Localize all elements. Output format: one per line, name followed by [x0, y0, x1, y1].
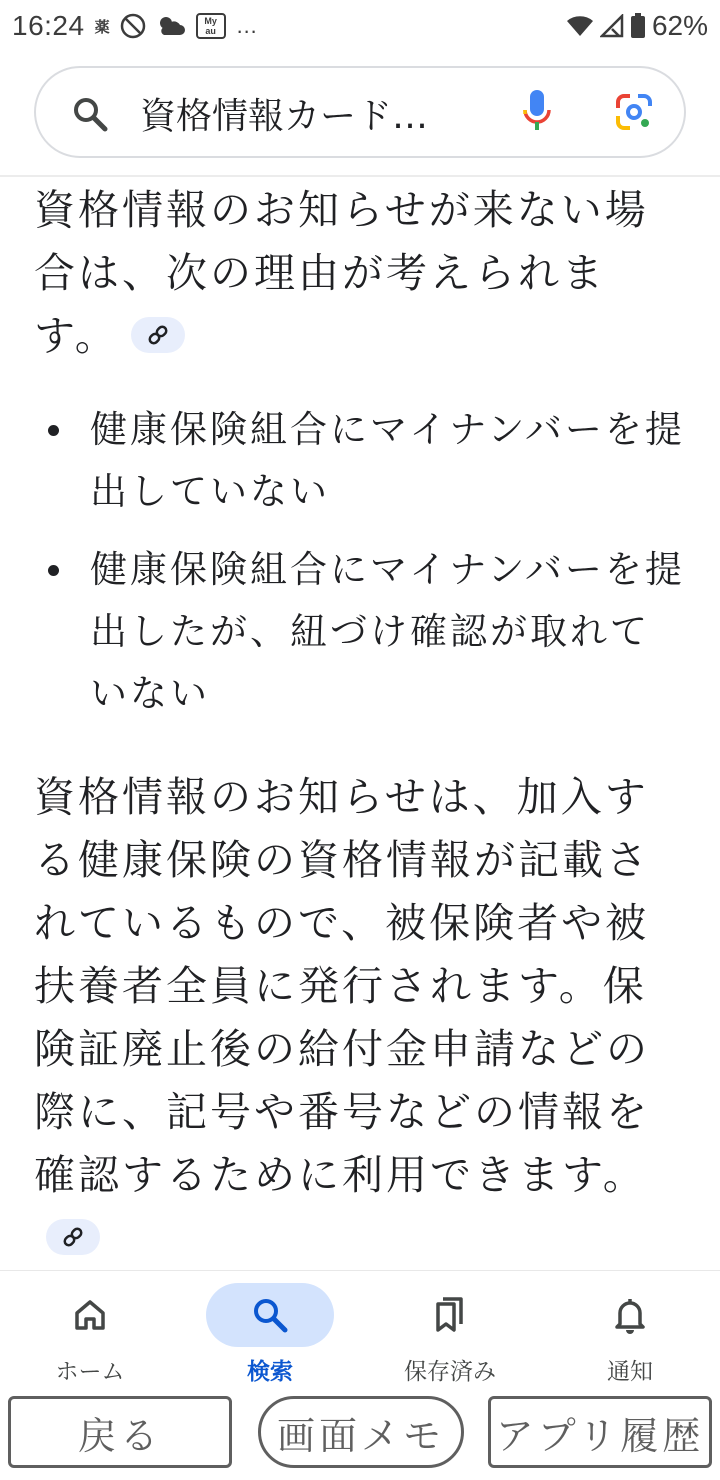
search-input[interactable]: 資格情報カード… — [140, 96, 429, 137]
nav-saved-pill[interactable] — [386, 1283, 514, 1347]
search-header — [0, 52, 720, 176]
my-au-top: My — [204, 16, 217, 26]
my-au-bottom: au — [205, 26, 216, 36]
nav-home-label: ホーム — [55, 1359, 125, 1385]
weather-icon — [156, 13, 186, 39]
screen-memo-button[interactable]: 画面メモ — [258, 1396, 464, 1468]
app-history-button[interactable]: アプリ履歴 — [488, 1396, 712, 1468]
source-link-chip[interactable] — [131, 317, 185, 353]
wifi-icon — [566, 15, 594, 37]
lens-icon[interactable] — [614, 92, 654, 136]
answer-paragraph-2 — [34, 766, 688, 1270]
list-item-text: 健康保険組合にマイナンバーを提出していない — [90, 408, 685, 513]
back-button[interactable]: 戻る — [8, 1396, 232, 1468]
source-link-chip[interactable] — [46, 1219, 100, 1255]
answer-content — [0, 177, 720, 1270]
nav-notifications-label: 通知 — [607, 1359, 653, 1385]
status-time: 16:24 — [12, 10, 85, 41]
nav-search-label: 検索 — [247, 1359, 293, 1385]
list-item — [34, 539, 688, 725]
nav-saved-label: 保存済み — [404, 1359, 496, 1385]
nav-search-pill[interactable] — [206, 1283, 334, 1347]
paragraph-1-text: 資格情報のお知らせが来ない場合は、次の理由が考えられます。 — [34, 186, 649, 360]
bell-icon — [612, 1296, 648, 1334]
home-icon — [72, 1297, 108, 1333]
nav-search[interactable] — [180, 1271, 360, 1391]
search-icon[interactable] — [70, 94, 110, 138]
list-item — [34, 399, 688, 523]
bullet-dot — [48, 425, 59, 436]
battery-icon — [630, 13, 646, 39]
status-right — [566, 10, 708, 42]
link-icon — [62, 1226, 84, 1248]
bottom-navigation — [0, 1270, 720, 1390]
mic-icon[interactable] — [522, 88, 552, 140]
bookmarks-icon — [432, 1296, 468, 1334]
battery-percent: 62% — [651, 10, 708, 41]
list-item-text: 健康保険組合にマイナンバーを提出したが、紐づけ確認が取れていない — [90, 548, 685, 715]
nav-home[interactable] — [0, 1271, 180, 1391]
bullet-dot — [48, 565, 59, 576]
blocked-icon — [120, 13, 146, 39]
answer-paragraph-1 — [34, 179, 688, 368]
search-bar[interactable] — [34, 66, 686, 158]
system-button-row — [0, 1390, 720, 1480]
nav-home-pill[interactable] — [26, 1283, 154, 1347]
reason-list — [34, 399, 688, 741]
status-left — [12, 10, 259, 42]
overflow-indicator: … — [235, 13, 259, 38]
link-icon — [147, 324, 169, 346]
nav-notifications[interactable] — [540, 1271, 720, 1391]
my-au-icon — [196, 13, 226, 39]
status-bar — [0, 0, 720, 52]
paragraph-2-text: 資格情報のお知らせは、加入する健康保険の資格情報が記載されているもので、被保険者や被扶養者全員に発行されます。保険証廃止後の給付金申請などの際に、記号や番号などの情報を確認するために利用できます。 — [34, 773, 650, 1199]
medicine-icon: 薬 — [94, 18, 110, 36]
nav-notifications-pill[interactable] — [566, 1283, 694, 1347]
search-icon — [251, 1296, 289, 1334]
nav-saved[interactable] — [360, 1271, 540, 1391]
no-signal-icon — [600, 14, 624, 38]
